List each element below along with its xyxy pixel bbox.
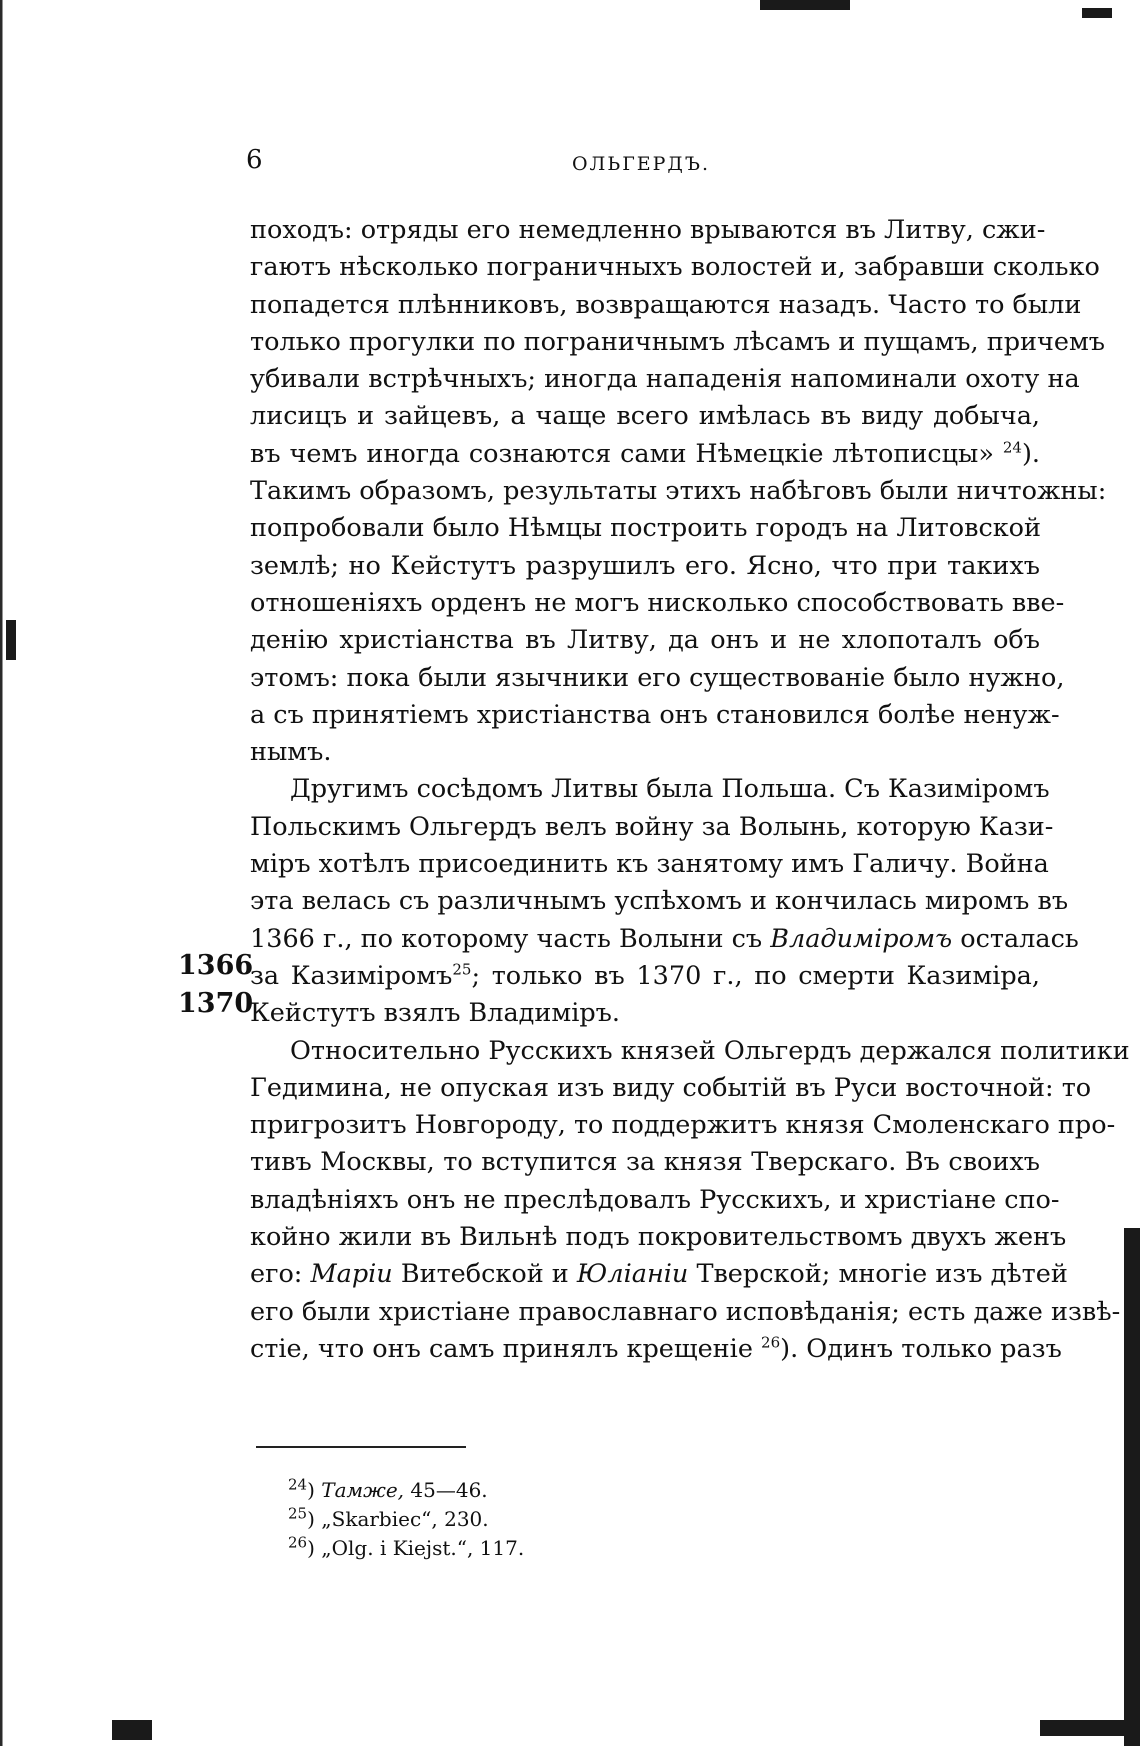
- text-line: убивали встрѣчныхъ; иногда нападенія напоминали охоту на: [250, 364, 1080, 395]
- text-line: нымъ.: [250, 737, 332, 768]
- text-line: [250, 1331, 1062, 1368]
- footnote-text: „Olg. i Kiejst.“, 117.: [321, 1536, 525, 1560]
- margin-year-1370: 1370: [178, 988, 254, 1019]
- text-line: [250, 958, 1040, 995]
- footnote-ref-25[interactable]: 25: [452, 960, 472, 979]
- text-fragment: 1366 г., по которому часть Волыни съ: [250, 923, 763, 954]
- text-line: гаютъ нѣсколько пограничныхъ волостей и, забравши сколько: [250, 252, 1100, 283]
- text-line: попадется плѣнниковъ, возвращаются назадъ. Часто то были: [250, 289, 1082, 320]
- text-line: владѣніяхъ онъ не преслѣдовалъ Русскихъ, и христіане спо-: [250, 1184, 1060, 1215]
- text-line: Польскимъ Ольгердъ велъ войну за Волынь, которую Кази-: [250, 811, 1054, 842]
- text-line: міръ хотѣлъ присоединить къ занятому имъ Галичу. Война: [250, 849, 1049, 880]
- scan-left-edge: [0, 0, 24, 1746]
- text-line: этомъ: пока были язычники его существованіе было нужно,: [250, 662, 1065, 693]
- body-text: [250, 212, 1130, 1368]
- text-line: Гедимина, не опуская изъ виду событій въ Руси восточной: то: [250, 1072, 1092, 1103]
- text-line: его были христіане православнаго исповѣданія; есть даже извѣ-: [250, 1296, 1121, 1327]
- italic-name-vladimir: Владиміромъ: [770, 923, 953, 954]
- footnote-26: $^{26}$) „Olg. i Kiejst.“, 117.: [288, 1533, 525, 1560]
- footnote-mark: 26: [288, 1533, 308, 1552]
- text-line: тивъ Москвы, то вступится за князя Тверскаго. Въ своихъ: [250, 1147, 1040, 1178]
- scan-mark-left-blot: [6, 620, 16, 660]
- text-line: койно жили въ Вильнѣ подъ покровительствомъ двухъ женъ: [250, 1222, 1067, 1253]
- margin-year-1366: 1366: [178, 950, 254, 981]
- footnote-ref-26[interactable]: 26: [761, 1333, 781, 1352]
- italic-name-maria: Маріи: [310, 1259, 393, 1290]
- footnote-mark: 24: [288, 1475, 308, 1494]
- footnote-24: $^{24}$) Тамже, 45—46.: [288, 1475, 488, 1502]
- page-header: [246, 142, 1036, 178]
- footnote-text: „Skarbiec“, 230.: [321, 1507, 489, 1531]
- text-line: Относительно Русскихъ князей Ольгердъ держался политики: [290, 1035, 1130, 1066]
- text-fragment: ; только въ 1370 г., по смерти Казиміра,: [471, 960, 1040, 991]
- text-line: лисицъ и зайцевъ, а чаще всего имѣлась въ виду добыча,: [250, 401, 1040, 432]
- text-line: [250, 436, 1040, 473]
- page-number: 6: [246, 145, 263, 175]
- text-fragment: Витебской и: [400, 1259, 569, 1290]
- footnote-source: Тамже,: [321, 1478, 405, 1502]
- text-fragment: осталась: [960, 923, 1079, 954]
- text-line: походъ: отряды его немедленно врываются въ Литву, сжи-: [250, 215, 1046, 245]
- footnotes: [288, 1476, 788, 1563]
- footnote-mark: 25: [288, 1504, 308, 1523]
- text-line: землѣ; но Кейстутъ разрушилъ его. Ясно, что при такихъ: [250, 550, 1040, 581]
- footnote-ref-24[interactable]: 24: [1002, 438, 1022, 457]
- text-fragment: за Казиміромъ: [250, 960, 453, 991]
- text-line: Кейстутъ взялъ Владиміръ.: [250, 998, 621, 1029]
- text-line: Такимъ образомъ, результаты этихъ набѣговъ были ничтожны:: [250, 476, 1107, 507]
- scan-mark-top-right: [1082, 8, 1112, 18]
- text-line: эта велась съ различнымъ успѣхомъ и кончилась миромъ въ: [250, 886, 1069, 917]
- text-line: денію христіанства въ Литву, да онъ и не хлопоталъ объ: [250, 625, 1040, 656]
- text-line: а съ принятіемъ христіанства онъ становился болѣе ненуж-: [250, 699, 1060, 730]
- footnote-25: $^{25}$) „Skarbiec“, 230.: [288, 1504, 489, 1531]
- scan-mark-top: [760, 0, 850, 10]
- text-line: [250, 1256, 1068, 1293]
- text-line: только прогулки по пограничнымъ лѣсамъ и пущамъ, причемъ: [250, 326, 1106, 357]
- text-fragment: его:: [250, 1259, 303, 1290]
- text-line: попробовали было Нѣмцы построить городъ на Литовской: [250, 513, 1042, 544]
- text-fragment: Тверской; многіе изъ дѣтей: [696, 1259, 1068, 1290]
- text-fragment: стіе, что онъ самъ принялъ крещеніе: [250, 1333, 753, 1364]
- footnote-text: 45—46.: [404, 1478, 488, 1502]
- italic-name-juliania: Юліаніи: [576, 1259, 689, 1290]
- scan-mark-bottom-left: [112, 1720, 152, 1740]
- text-line: [250, 921, 1079, 958]
- text-line: Другимъ сосѣдомъ Литвы была Польша. Съ Казиміромъ: [290, 774, 1050, 805]
- running-title: ОЛЬГЕРДЪ.: [571, 153, 711, 175]
- scan-mark-bottom-right: [1040, 1720, 1124, 1736]
- scan-mark-right-edge: [1124, 1228, 1140, 1746]
- footnote-divider: [256, 1446, 466, 1448]
- text-fragment: ).: [1021, 438, 1040, 469]
- text-line: пригрозитъ Новгороду, то поддержитъ князя Смоленскаго про-: [250, 1110, 1116, 1141]
- text-fragment: въ чемъ иногда сознаются сами Нѣмецкіе лѣтописцы»: [250, 438, 994, 469]
- text-fragment: ). Одинъ только разъ: [780, 1333, 1062, 1364]
- text-line: отношеніяхъ орденъ не могъ нисколько способствовать вве-: [250, 587, 1065, 618]
